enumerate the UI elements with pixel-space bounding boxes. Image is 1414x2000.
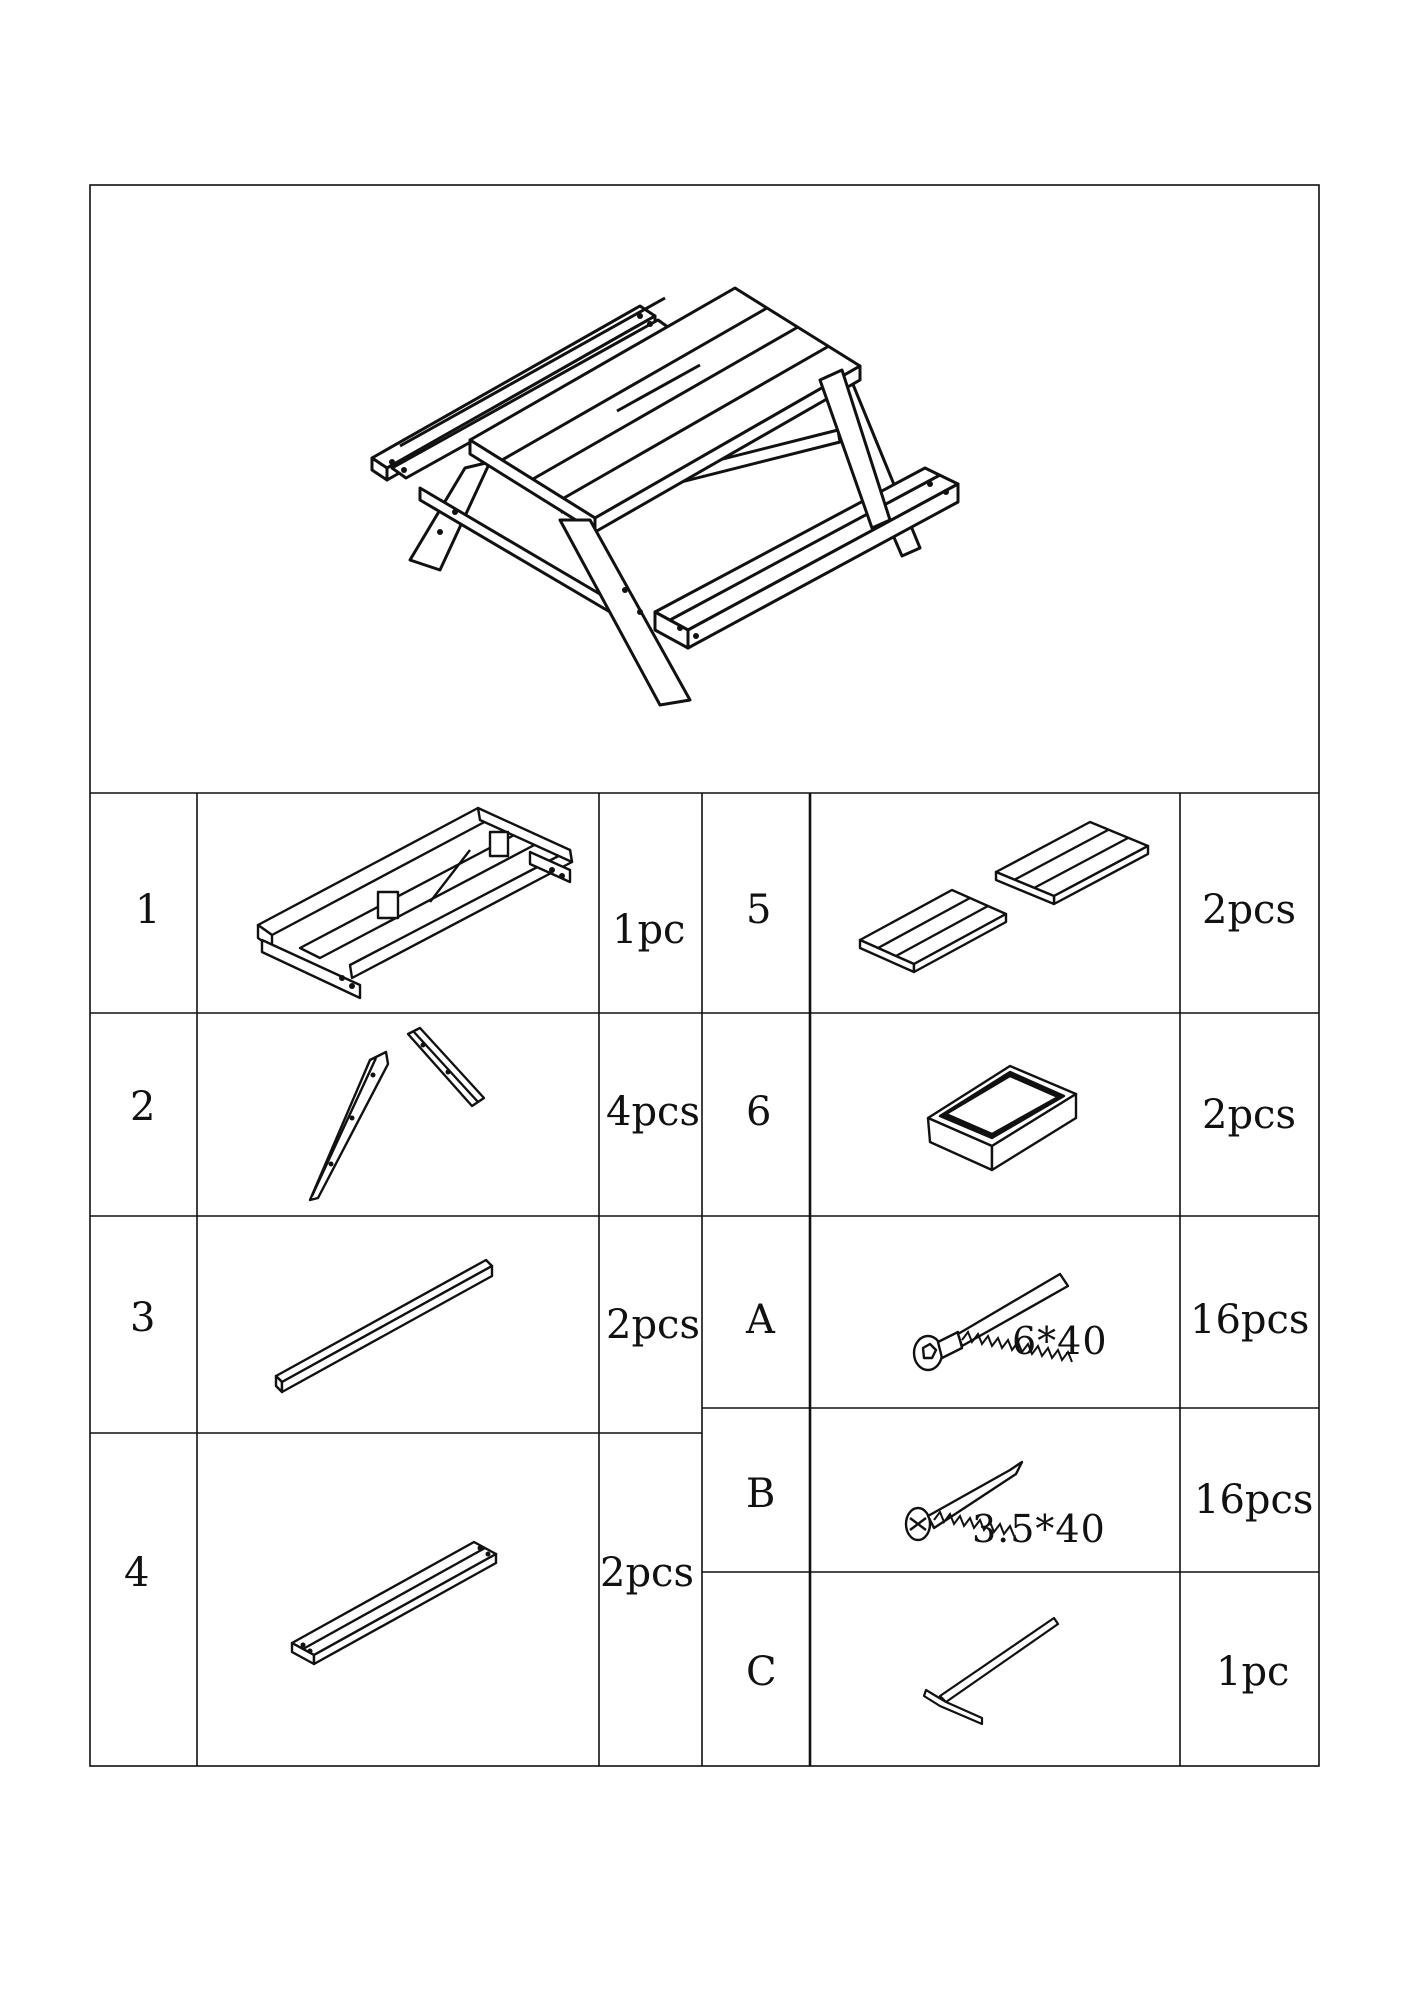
part-quantity: 4pcs	[606, 1089, 700, 1135]
part-quantity: 1pc	[612, 907, 686, 953]
part-size-spec: 3.5*40	[972, 1507, 1106, 1551]
part-quantity: 1pc	[1216, 1649, 1290, 1695]
part-number: 5	[746, 887, 772, 933]
part-number: B	[746, 1471, 776, 1517]
part-quantity: 2pcs	[606, 1302, 700, 1348]
part-number: 2	[130, 1084, 156, 1130]
part-number: C	[746, 1649, 777, 1695]
part-size-spec: 6*40	[1012, 1319, 1108, 1363]
part-number: 3	[130, 1295, 156, 1341]
part-number: 4	[124, 1550, 150, 1596]
part-quantity: 2pcs	[600, 1550, 694, 1596]
part-quantity: 2pcs	[1202, 1092, 1296, 1138]
part-number: A	[746, 1297, 775, 1343]
part-number: 6	[746, 1089, 772, 1135]
part-quantity: 16pcs	[1194, 1477, 1314, 1523]
part-number: 1	[135, 887, 161, 933]
part-quantity: 2pcs	[1202, 887, 1296, 933]
part-quantity: 16pcs	[1190, 1297, 1310, 1343]
